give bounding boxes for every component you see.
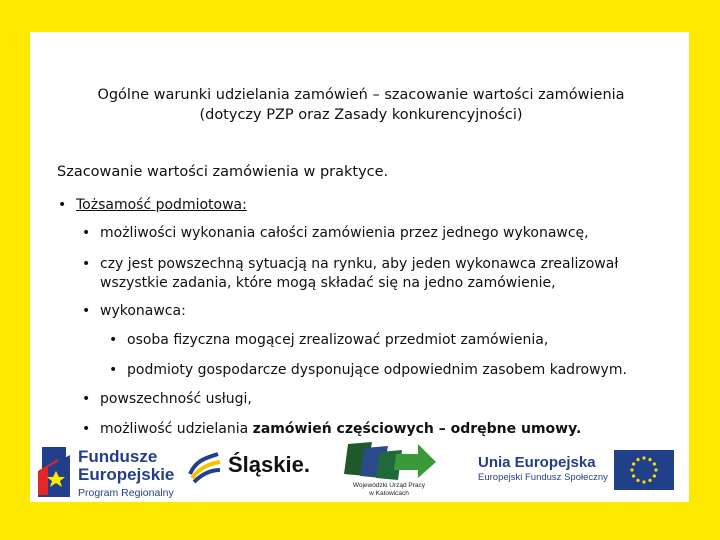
- eu-star: [636, 479, 639, 482]
- bullet-text-line-1: czy jest powszechną sytuacją na rynku, aby jeden wykonawca zrealizował: [100, 256, 619, 272]
- bullet-osoba: [109, 332, 548, 348]
- slaskie-text: Śląskie.: [228, 452, 310, 477]
- bullet-podmioty: [109, 362, 627, 378]
- bullet-marker: •: [82, 256, 91, 272]
- eu-star: [653, 462, 656, 465]
- unia-europejska-text: [478, 454, 608, 484]
- wup-katowice-text: [334, 482, 444, 498]
- eu-star: [632, 462, 635, 465]
- eu-star: [630, 468, 633, 471]
- bullet-text: Tożsamość podmiotowa:: [76, 197, 247, 213]
- slide-title: [51, 85, 671, 125]
- bullet-mozliwosci: [82, 225, 589, 241]
- bullet-text: powszechność usługi,: [100, 391, 252, 407]
- slaskie-logo-icon: [188, 450, 222, 484]
- logo-strip: [30, 440, 689, 502]
- title-line-2: (dotyczy PZP oraz Zasady konkurencyjności): [199, 107, 523, 123]
- ue-line-2: Europejski Fundusz Społeczny: [478, 472, 608, 483]
- bullet-marker: •: [82, 391, 91, 407]
- bullet-marker: •: [109, 332, 118, 348]
- bullet-marker: •: [82, 421, 91, 437]
- bullet-text: wykonawca:: [100, 303, 186, 319]
- bullet-czy-jest: [82, 256, 618, 272]
- eu-star: [632, 474, 635, 477]
- bullet-czy-jest-continuation: wszystkie zadania, które mogą składać się na jedno zamówienie,: [100, 275, 556, 291]
- eu-star: [653, 474, 656, 477]
- bullet-tozsamosc: [58, 197, 247, 213]
- wup-katowice-logo-icon: [344, 440, 436, 480]
- eu-star: [636, 458, 639, 461]
- bullet-marker: •: [82, 303, 91, 319]
- bullet-marker: •: [58, 197, 67, 213]
- fundusze-europejskie-logo-icon: [36, 445, 72, 497]
- bullet-mozliwosc: [82, 421, 581, 437]
- slide: [30, 32, 689, 502]
- eu-star: [654, 468, 657, 471]
- fe-line-3: Program Regionalny: [78, 487, 174, 499]
- bullet-text-bold: zamówień częściowych – odrębne umowy.: [252, 421, 582, 437]
- bullet-text-regular: możliwość udzielania: [100, 421, 253, 437]
- eu-star: [642, 456, 645, 459]
- bullet-marker: •: [109, 362, 118, 378]
- ue-line-1: Unia Europejska: [478, 454, 596, 471]
- eu-star: [648, 479, 651, 482]
- section-heading: Szacowanie wartości zamówienia w praktyce.: [57, 164, 389, 180]
- fe-line-2: Europejskie: [78, 465, 175, 484]
- fundusze-europejskie-text: [78, 448, 174, 500]
- bullet-powszechnosc: [82, 391, 252, 407]
- eu-flag-icon: [614, 450, 674, 490]
- bullet-marker: •: [82, 225, 91, 241]
- wup-line-1: Wojewódzki Urząd Pracy: [352, 482, 426, 489]
- wup-line-2: w Katowicach: [369, 490, 409, 497]
- title-line-1: Ogólne warunki udzielania zamówień – szacowanie wartości zamówienia: [97, 87, 625, 103]
- bullet-wykonawca: [82, 303, 186, 319]
- bullet-text: możliwości wykonania całości zamówienia przez jednego wykonawcę,: [100, 225, 589, 241]
- eu-star: [648, 458, 651, 461]
- eu-star: [642, 480, 645, 483]
- bullet-text: osoba fizyczna mogącej zrealizować przedmiot zamówienia,: [127, 332, 549, 348]
- fe-line-1: Fundusze: [78, 447, 158, 466]
- bullet-text: podmioty gospodarcze dysponujące odpowiednim zasobem kadrowym.: [127, 362, 627, 378]
